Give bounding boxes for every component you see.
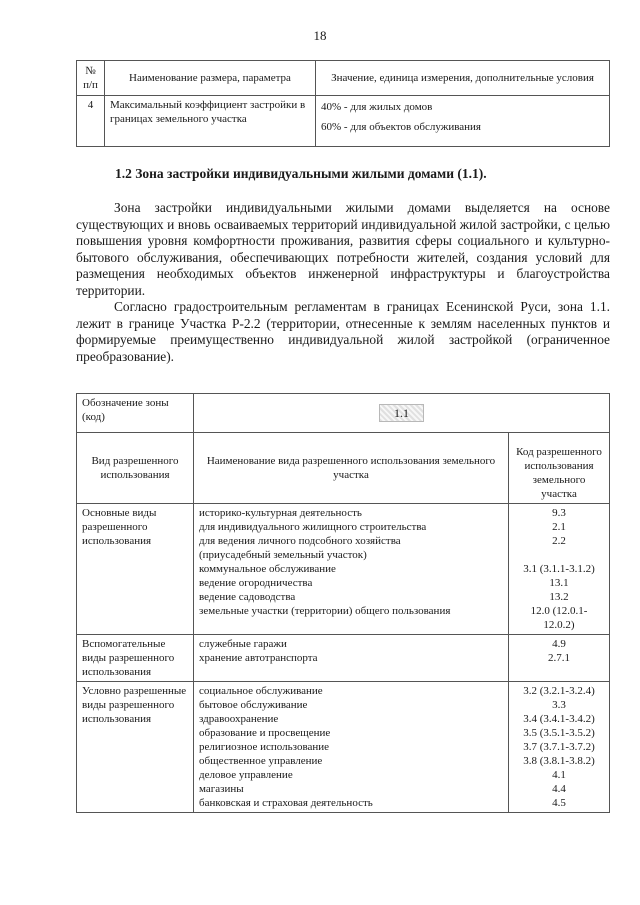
list-item: хранение автотранспорта	[199, 652, 318, 664]
list-item: коммунальное обслуживание	[199, 563, 336, 575]
paragraph-1: Зона застройки индивидуальными жилыми домами выделяется на основе существующих и вновь осваиваемых территорий индивидуальной жилой застройки, с целью повышения уровня комфортности проживания, развития сферы социального и культурно-бытового обслуживания, обеспечивающих потребности жителей, создания условий для размещения необходимых объектов инженерной инфраструктуры и благоустройства территории.	[76, 200, 610, 298]
conditional-usage-codes	[509, 682, 610, 813]
code-item: 12.0 (12.0.1-	[530, 605, 588, 617]
parameters-table-row	[77, 96, 610, 147]
auxiliary-usage-label: Вспомогательные виды разрешенного использования	[77, 635, 194, 682]
parameters-table	[76, 60, 610, 147]
list-item: земельные участки (территории) общего пользования	[199, 605, 451, 617]
code-item: 2.2	[552, 535, 566, 547]
code-item: 13.1	[549, 577, 569, 589]
code-item: 9.3	[552, 507, 566, 519]
list-item: религиозное использование	[199, 741, 330, 753]
row-values	[316, 96, 610, 147]
list-item: банковская и страховая деятельность	[199, 797, 373, 809]
zone-code: 1.1	[379, 404, 424, 422]
list-item: (приусадебный земельный участок)	[199, 549, 367, 561]
auxiliary-usage-list	[194, 635, 509, 682]
header-value: Значение, единица измерения, дополнительные условия	[316, 61, 610, 96]
usage-code-header: Код разрешенного использования земельного участка	[509, 433, 610, 504]
code-item: 3.8 (3.8.1-3.8.2)	[523, 755, 595, 767]
list-item: служебные гаражи	[199, 638, 287, 650]
code-item: 13.2	[549, 591, 569, 603]
code-item: 2.7.1	[548, 652, 570, 664]
code-item: 3.3	[552, 699, 566, 711]
list-item: магазины	[199, 783, 244, 795]
auxiliary-usage-codes	[509, 635, 610, 682]
body-text	[76, 200, 610, 365]
auxiliary-usage-row	[77, 635, 610, 682]
list-item: общественное управление	[199, 755, 323, 767]
zone-usage-table	[76, 393, 610, 813]
usage-header-row	[77, 433, 610, 504]
zone-code-cell	[194, 394, 610, 433]
list-item: для индивидуального жилищного строительства	[199, 521, 427, 533]
code-item: 3.4 (3.4.1-3.4.2)	[523, 713, 595, 725]
usage-type-header: Вид разрешенного использования	[77, 433, 194, 504]
code-item: 4.4	[552, 783, 566, 795]
usage-name-header: Наименование вида разрешенного использования земельного участка	[194, 433, 509, 504]
code-item: 4.1	[552, 769, 566, 781]
code-item: 3.1 (3.1.1-3.1.2)	[523, 563, 595, 575]
zone-code-row	[77, 394, 610, 433]
list-item: ведение огородничества	[199, 577, 313, 589]
code-item	[514, 548, 604, 562]
paragraph-2: Согласно градостроительным регламентам в границах Есенинской Руси, зона 1.1. лежит в границе Участка Р-2.2 (территории, отнесенные к землям населенных пунктов и формируемые преимущественно индивидуальной жилой застройкой (ограниченное преобразование).	[76, 299, 610, 364]
list-item: для ведения личного подсобного хозяйства	[199, 535, 401, 547]
main-usage-row	[77, 504, 610, 635]
zone-label: Обозначение зоны (код)	[77, 394, 194, 433]
code-item: 3.7 (3.7.1-3.7.2)	[523, 741, 595, 753]
code-item: 4.9	[552, 638, 566, 650]
row-value-1: 40% - для жилых домов	[321, 101, 433, 113]
main-usage-list	[194, 504, 509, 635]
main-usage-codes	[509, 504, 610, 635]
header-num: № п/п	[77, 61, 105, 96]
code-item: 4.5	[552, 797, 566, 809]
list-item: историко-культурная деятельность	[199, 507, 362, 519]
list-item: деловое управление	[199, 769, 293, 781]
list-item: здравоохранение	[199, 713, 279, 725]
code-item: 3.2 (3.2.1-3.2.4)	[523, 685, 595, 697]
conditional-usage-list	[194, 682, 509, 813]
code-item: 12.0.2)	[543, 619, 575, 631]
header-name: Наименование размера, параметра	[105, 61, 316, 96]
list-item: образование и просвещение	[199, 727, 331, 739]
main-usage-label: Основные виды разрешенного использования	[77, 504, 194, 635]
row-value-2: 60% - для объектов обслуживания	[321, 121, 481, 133]
conditional-usage-row	[77, 682, 610, 813]
list-item: ведение садоводства	[199, 591, 296, 603]
conditional-usage-label: Условно разрешенные виды разрешенного использования	[77, 682, 194, 813]
row-name: Максимальный коэффициент застройки в границах земельного участка	[105, 96, 316, 147]
page-number: 18	[313, 28, 327, 43]
row-num: 4	[77, 96, 105, 147]
code-item: 3.5 (3.5.1-3.5.2)	[523, 727, 595, 739]
code-item: 2.1	[552, 521, 566, 533]
list-item: бытовое обслуживание	[199, 699, 308, 711]
section-heading: 1.2 Зона застройки индивидуальными жилыми домами (1.1).	[115, 166, 487, 181]
parameters-table-header	[77, 61, 610, 96]
list-item: социальное обслуживание	[199, 685, 323, 697]
